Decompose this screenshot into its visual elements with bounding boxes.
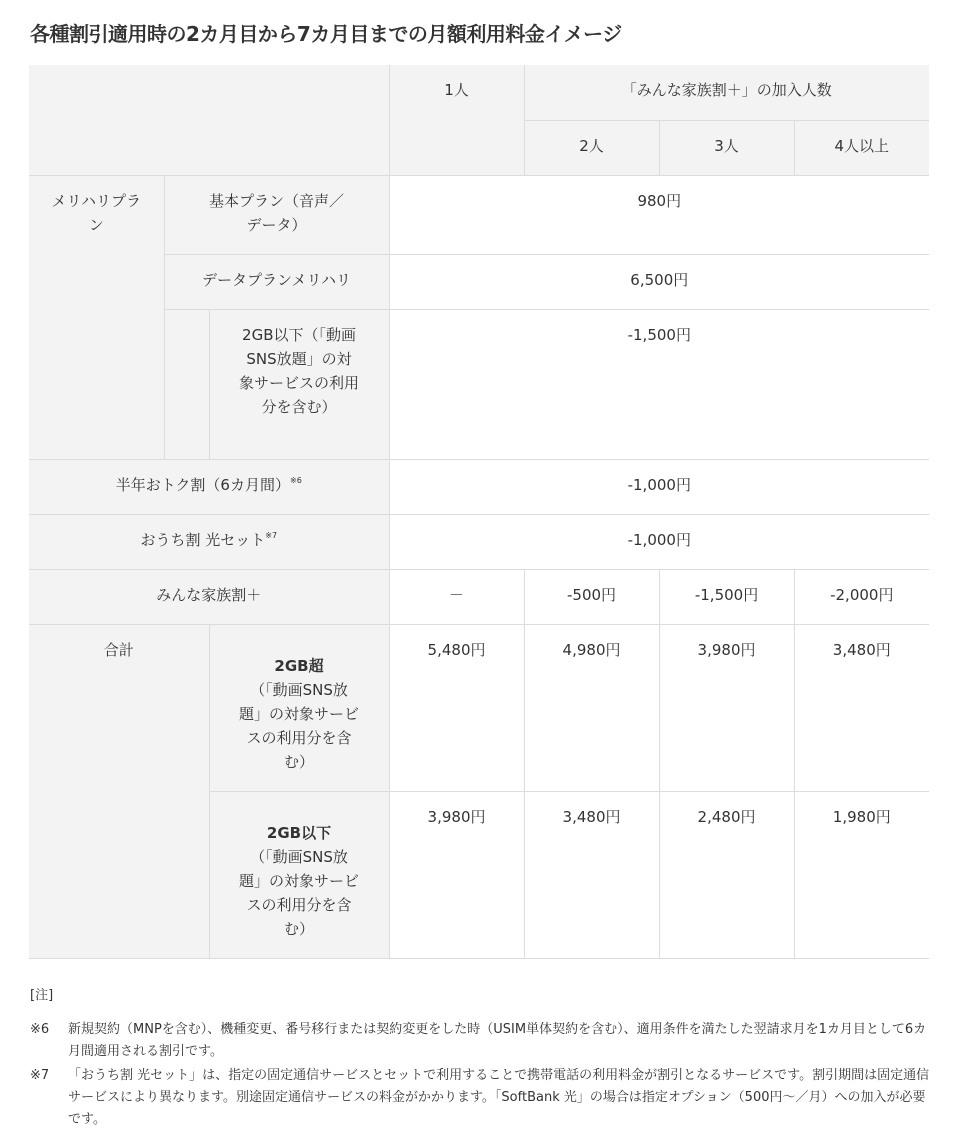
total-over2gb-4persons: 3,480円 (794, 624, 929, 791)
total-over2gb-1person: 5,480円 (389, 624, 524, 791)
row-label-data-plan: データプランメリハリ (164, 254, 389, 309)
ouchi-text: おうち割 光セット (140, 530, 266, 549)
row-label-total: 合計 (29, 624, 209, 958)
header-1person: 1人 (389, 65, 524, 175)
note-6-mark: ※6 (30, 1022, 50, 1037)
minna-1person: － (389, 569, 524, 624)
hantoshi-price: -1,000円 (389, 459, 929, 514)
row-label-under2gb (209, 791, 389, 958)
header-blank (29, 65, 389, 175)
minna-3persons: -1,500円 (659, 569, 794, 624)
row-label-minna: みんな家族割＋ (29, 569, 389, 624)
basic-plan-text: 基本プラン（音声／データ） (209, 191, 345, 234)
header-2persons: 2人 (524, 120, 659, 175)
minna-4persons: -2,000円 (794, 569, 929, 624)
header-family-count: 「みんな家族割＋」の加入人数 (524, 65, 929, 120)
note-7 (30, 1065, 930, 1131)
footnote-mark-7: ※7 (265, 530, 278, 540)
indent-cell (164, 309, 209, 459)
merihari-plan-text: メリハリプラン (51, 191, 142, 234)
over2gb-title: 2GB超 (274, 656, 324, 675)
total-over2gb-2persons: 4,980円 (524, 624, 659, 791)
basic-plan-price: 980円 (389, 175, 929, 254)
hantoshi-text: 半年おトク割（6カ月間） (115, 475, 290, 494)
row-label-merihari-plan (29, 175, 164, 459)
total-under2gb-3persons: 2,480円 (659, 791, 794, 958)
data-plan-price: 6,500円 (389, 254, 929, 309)
row-label-under2gb-discount (209, 309, 389, 459)
ouchi-price: -1,000円 (389, 514, 929, 569)
notes-section (30, 985, 930, 1131)
note-7-text: 「おうち割 光セット」は、指定の固定通信サービスとセットで利用することで携帯電話の利用料金が割引となるサービスです。割引期間は固定通信サービスにより異なります。別途固定通信サービスの料金がかかります。「SoftBank 光」の場合は指定オプション（500円～／月）への加入が必要です。 (68, 1068, 930, 1127)
total-over2gb-3persons: 3,980円 (659, 624, 794, 791)
minna-2persons: -500円 (524, 569, 659, 624)
row-label-over2gb (209, 624, 389, 791)
row-label-basic-plan (164, 175, 389, 254)
note-6 (30, 1019, 930, 1063)
header-4persons: 4人以上 (794, 120, 929, 175)
notes-heading: [注] (30, 988, 54, 1003)
under2gb-title: 2GB以下 (266, 823, 332, 842)
under2gb-sub: （「動画SNS放題」の対象サービスの利用分を含む） (239, 847, 360, 938)
under2gb-discount-price: -1,500円 (389, 309, 929, 459)
row-label-hantoshi (29, 459, 389, 514)
total-under2gb-2persons: 3,480円 (524, 791, 659, 958)
footnote-mark-6: ※6 (289, 475, 302, 485)
header-3persons: 3人 (659, 120, 794, 175)
page-title: 各種割引適用時の2カ月目から7カ月目までの月額利用料金イメージ (30, 22, 622, 46)
total-under2gb-4persons: 1,980円 (794, 791, 929, 958)
row-label-ouchi (29, 514, 389, 569)
over2gb-sub: （「動画SNS放題」の対象サービスの利用分を含む） (239, 680, 360, 771)
note-7-mark: ※7 (30, 1068, 50, 1083)
price-table (29, 65, 929, 959)
note-6-text: 新規契約（MNPを含む）、機種変更、番号移行または契約変更をした時（USIM単体契約を含む）、適用条件を満たした翌請求月を1カ月目として6カ月間適用される割引です。 (68, 1022, 927, 1059)
under2gb-discount-text: 2GB以下（「動画SNS放題」の対象サービスの利用分を含む） (239, 325, 360, 416)
total-under2gb-1person: 3,980円 (389, 791, 524, 958)
